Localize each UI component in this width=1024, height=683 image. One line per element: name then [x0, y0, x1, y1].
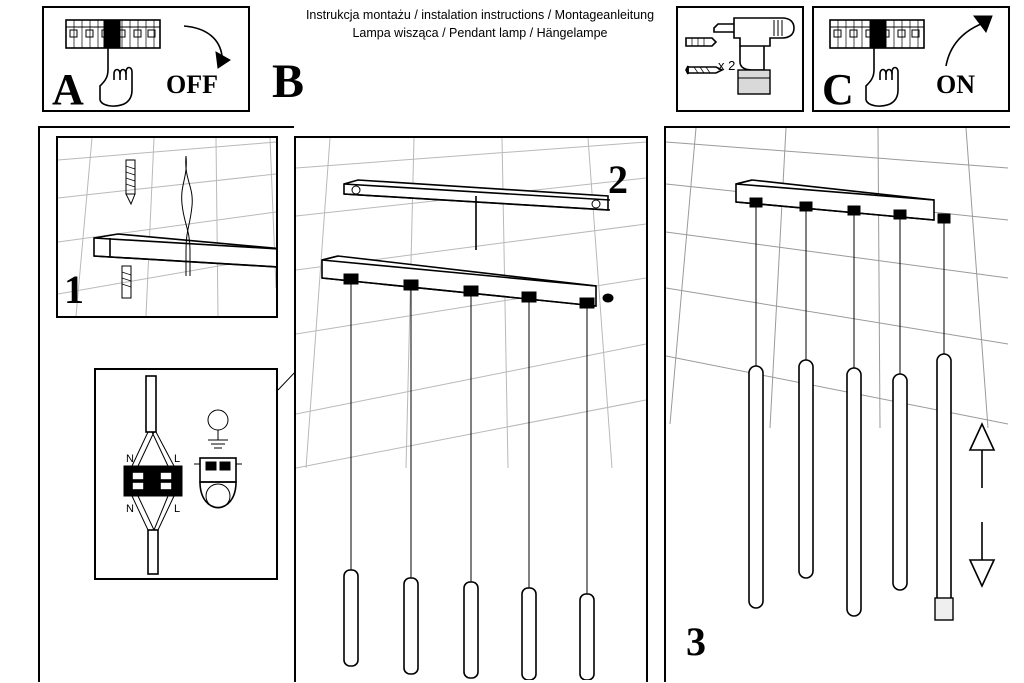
pendant-3	[464, 286, 478, 678]
panel-c-action-label: ON	[936, 70, 975, 99]
terminal-label-l-bottom: L	[174, 503, 181, 515]
title-line-1: Instrukcja montażu / instalation instructions / Montageanleitung	[305, 8, 655, 22]
screw-icon	[686, 66, 722, 74]
canopy-bar	[322, 256, 613, 306]
curved-arrow-down-icon	[184, 26, 230, 68]
drill-icon	[714, 18, 794, 94]
pendant-2	[404, 280, 418, 674]
pendant-5	[935, 214, 953, 620]
pendant-1	[749, 198, 763, 608]
pendant-4	[522, 292, 536, 680]
terminal-label-n-top: N	[126, 453, 134, 465]
step-3-panel	[664, 126, 1010, 682]
pendant-2	[799, 202, 813, 578]
screw-icon	[126, 160, 135, 204]
tools-graphic	[678, 8, 802, 110]
step-2-panel	[294, 136, 648, 682]
arrow-up-icon	[970, 424, 994, 488]
arrow-down-icon	[970, 522, 994, 586]
ceiling-grid	[666, 128, 1008, 428]
title-line-2: Lampa wisząca / Pendant lamp / Hängelampe	[352, 26, 608, 41]
lamp-connector	[194, 458, 242, 508]
sheet-title	[300, 6, 660, 42]
panel-a	[42, 6, 250, 112]
panel-c	[812, 6, 1010, 112]
step-1-panel	[56, 136, 278, 318]
cable	[132, 376, 174, 466]
terminal-label-l-top: L	[174, 453, 181, 465]
panel-a-label: A	[52, 65, 84, 112]
mounting-bar	[344, 180, 610, 210]
wiring-detail-graphic	[96, 370, 276, 578]
pendant-4	[893, 210, 907, 590]
tools-panel	[676, 6, 804, 112]
mounting-bar	[94, 234, 276, 268]
wall-plug-icon	[686, 38, 716, 46]
step-2-graphic	[296, 138, 646, 680]
ceiling-grid	[58, 138, 276, 316]
pendant-1	[344, 274, 358, 666]
step-3-label: 3	[686, 619, 706, 664]
step-3-graphic	[666, 128, 1008, 680]
cable	[132, 496, 174, 574]
pendant-3	[847, 206, 861, 616]
curved-arrow-up-icon	[946, 16, 992, 66]
terminal-label-n-bottom: N	[126, 503, 134, 515]
panel-b-label: B	[272, 55, 305, 108]
panel-a-action-label: OFF	[166, 70, 218, 99]
panel-c-label: C	[822, 65, 854, 112]
earth-ground-icon	[208, 410, 228, 448]
step-2-label: 2	[608, 157, 628, 202]
tools-quantity-label: x 2	[718, 58, 736, 73]
step-1-label: 1	[64, 267, 84, 312]
terminal-connector-icon	[124, 466, 182, 496]
wiring-detail-panel	[94, 368, 278, 580]
step-1-graphic	[58, 138, 276, 316]
